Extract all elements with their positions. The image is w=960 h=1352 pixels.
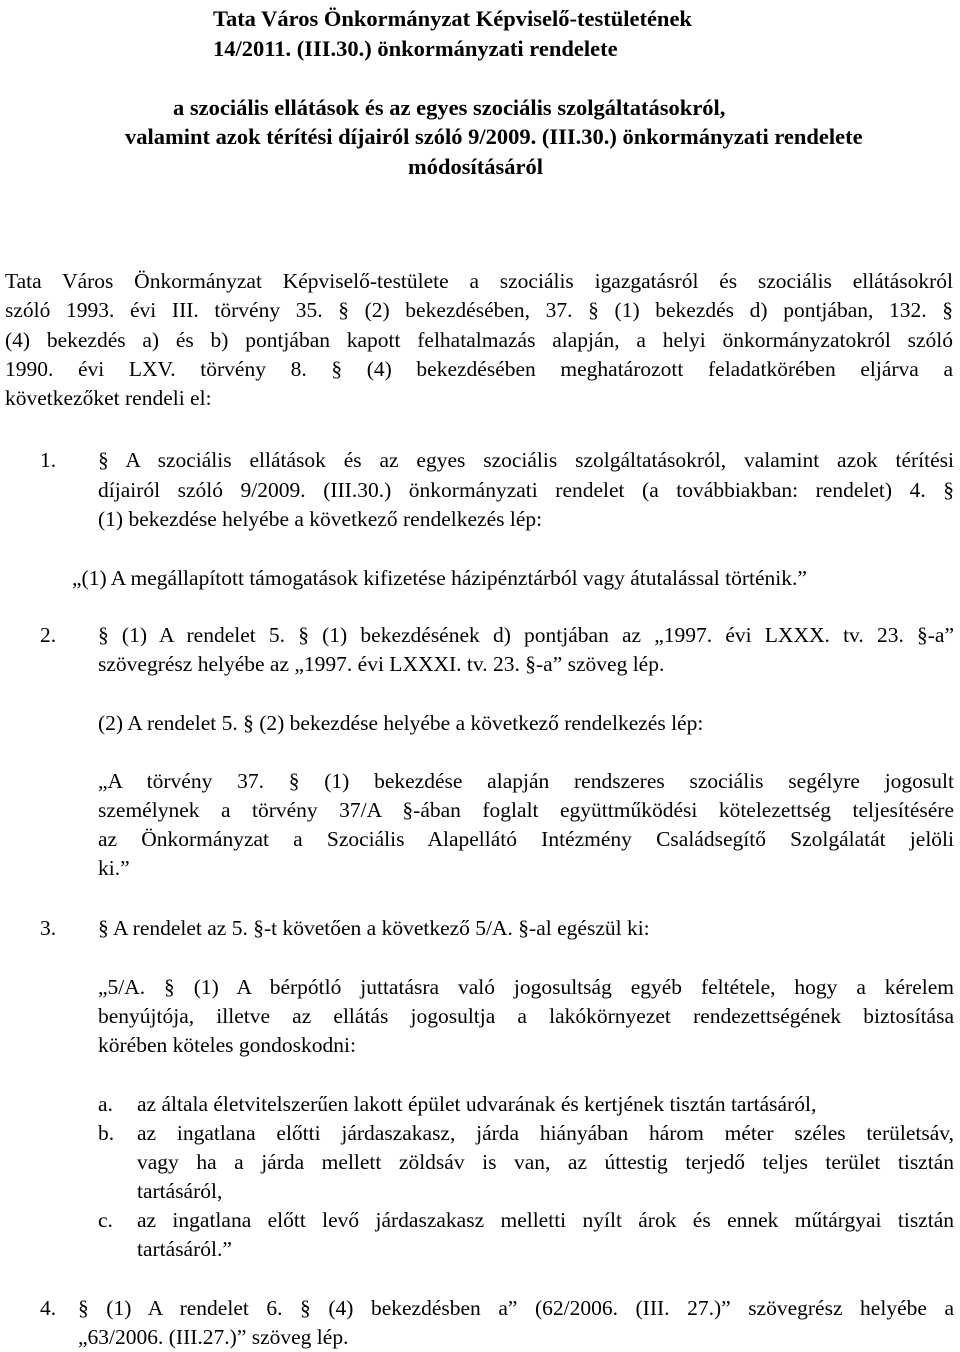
quoted-provision: személynek a törvény 37/A §-ában foglalt együttműködési kötelezettség teljesítésére <box>98 798 954 822</box>
section-line: § (1) A rendelet 6. § (4) bekezdésben a” (62/2006. (III. 27.)” szövegrész helyébe a <box>78 1296 954 1320</box>
section-number: 1. <box>40 448 57 472</box>
preamble-line: következőket rendeli el: <box>5 386 212 410</box>
paragraph-2: (2) A rendelet 5. § (2) bekezdése helyébe a következő rendelkezés lép: <box>98 711 704 735</box>
list-item: az általa életvitelszerűen lakott épület udvarának és kertjének tisztán tartásáról, <box>137 1092 817 1116</box>
quoted-provision: körében köteles gondoskodni: <box>98 1033 356 1057</box>
list-item-label: b. <box>98 1121 115 1145</box>
section-number: 3. <box>40 916 57 940</box>
section-line: „63/2006. (III.27.)” szöveg lép. <box>78 1325 349 1349</box>
section-line: szövegrész helyébe az „1997. évi LXXXI. tv. 23. §-a” szöveg lép. <box>98 652 665 676</box>
section-number: 4. <box>40 1296 57 1320</box>
section-line: § (1) A rendelet 5. § (1) bekezdésének d) pontjában az „1997. évi LXXX. tv. 23. §-a” <box>98 623 954 647</box>
list-item: tartásáról.” <box>137 1237 232 1261</box>
quoted-provision: az Önkormányzat a Szociális Alapellátó Intézmény Családsegítő Szolgálatát jelöli <box>98 827 954 851</box>
quoted-provision: „(1) A megállapított támogatások kifizetése házipénztárból vagy átutalással történik.” <box>72 566 807 590</box>
section-number: 2. <box>40 623 57 647</box>
section-line: § A szociális ellátások és az egyes szociális szolgáltatásokról, valamint azok térítési <box>98 448 954 472</box>
title-line-2: 14/2011. (III.30.) önkormányzati rendelete <box>213 36 618 61</box>
preamble-line: (4) bekezdés a) és b) pontjában kapott felhatalmazás alapján, a helyi önkormányzatokról szóló <box>5 328 953 352</box>
preamble-line: szóló 1993. évi III. törvény 35. § (2) bekezdésében, 37. § (1) bekezdés d) pontjában, 132. § <box>5 298 953 322</box>
list-item: az ingatlana előtt levő járdaszakasz melletti nyílt árok és ennek műtárgyai tisztán <box>137 1208 954 1232</box>
section-line: (1) bekezdése helyébe a következő rendelkezés lép: <box>98 507 543 531</box>
list-item: tartásáról, <box>137 1179 223 1203</box>
list-item-label: c. <box>98 1208 113 1232</box>
quoted-provision: benyújtója, illetve az ellátás jogosultja a lakókörnyezet rendezettségének biztosítása <box>98 1004 954 1028</box>
list-item-label: a. <box>98 1092 113 1116</box>
title-line-3: a szociális ellátások és az egyes szociális szolgáltatásokról, <box>173 95 726 120</box>
quoted-provision: „5/A. § (1) A bérpótló juttatásra való jogosultság egyéb feltétele, hogy a kérelem <box>98 975 954 999</box>
section-line: díjairól szóló 9/2009. (III.30.) önkormányzati rendelet (a továbbiakban: rendelet) 4. § <box>98 478 954 502</box>
list-item: vagy ha a járda mellett zöldsáv is van, az úttestig terjedő teljes terület tisztán <box>137 1150 954 1174</box>
quoted-provision: „A törvény 37. § (1) bekezdése alapján rendszeres szociális segélyre jogosult <box>98 769 954 793</box>
section-line: § A rendelet az 5. §-t követően a következő 5/A. §-al egészül ki: <box>98 916 650 940</box>
title-line-4: valamint azok térítési díjairól szóló 9/2009. (III.30.) önkormányzati rendelete <box>125 124 863 149</box>
quoted-provision: ki.” <box>98 856 130 880</box>
preamble-line: 1990. évi LXV. törvény 8. § (4) bekezdésében meghatározott feladatkörében eljárva a <box>5 357 953 381</box>
preamble-line: Tata Város Önkormányzat Képviselő-testülete a szociális igazgatásról és szociális ellátásokról <box>5 269 953 293</box>
list-item: az ingatlana előtti járdaszakasz, járda hiányában három méter széles területsáv, <box>137 1121 954 1145</box>
title-line-1: Tata Város Önkormányzat Képviselő-testületének <box>213 6 692 31</box>
title-line-5: módosításáról <box>408 154 543 179</box>
